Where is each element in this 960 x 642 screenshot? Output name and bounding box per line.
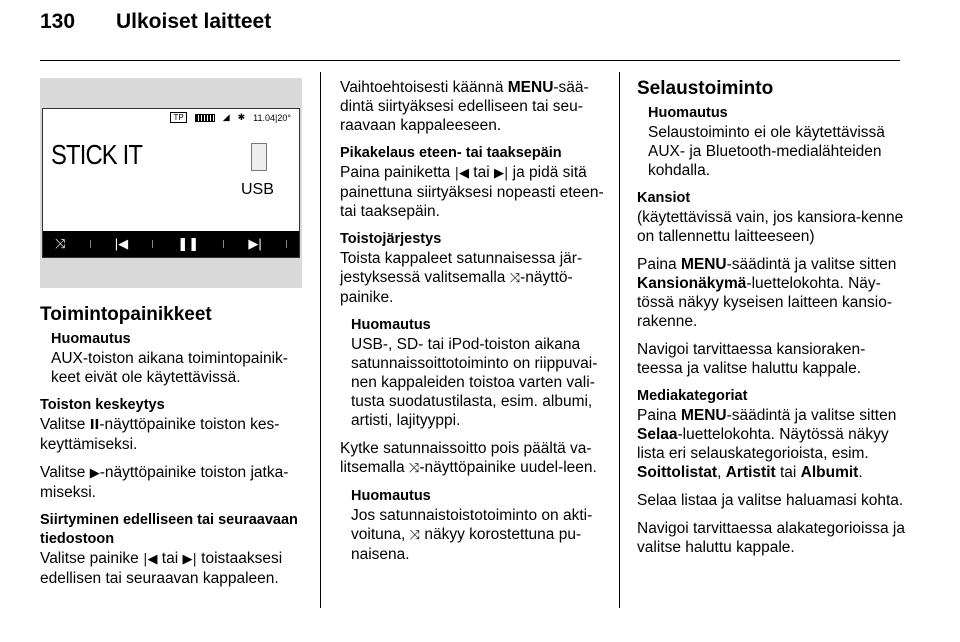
subheading-pause: Toiston keskeytys bbox=[40, 397, 165, 413]
next-icon: ▶| bbox=[493, 166, 509, 181]
shuffle-icon: ⤨ bbox=[509, 271, 521, 286]
note-title: Huomautus bbox=[351, 317, 431, 333]
next-button[interactable]: ▶| bbox=[248, 236, 262, 251]
track-title: STICK IT bbox=[51, 139, 143, 170]
note-title: Huomautus bbox=[51, 331, 131, 347]
shuffle-icon: ⤨ bbox=[408, 461, 420, 476]
pause-icon: II bbox=[89, 418, 100, 433]
previous-icon: |◀ bbox=[454, 166, 469, 181]
paragraph: Vaihtoehtoisesti käännä MENU-sää-dintä siirtyäksesi edelliseen tai seu-raavaan kappaleeseen. bbox=[340, 79, 589, 134]
play-icon: ▶ bbox=[89, 466, 100, 481]
control-bar bbox=[43, 231, 299, 257]
note-body: Selaustoiminto ei ole käytettävissä AUX- ja Bluetooth-medialähteiden kohdalla. bbox=[648, 124, 885, 179]
pause-button[interactable]: ❚❚ bbox=[177, 236, 200, 251]
usb-stick-icon bbox=[251, 143, 267, 171]
subheading-media-categories: Mediakategoriat bbox=[637, 388, 748, 404]
signal-icon: ◢ bbox=[222, 112, 230, 122]
subheading-play-order: Toistojärjestys bbox=[340, 231, 442, 247]
paragraph: Toista kappaleet satunnaisessa jär-jestyksessä valitsemalla ⤨-näyttö-painike. bbox=[340, 250, 583, 306]
paragraph: Kytke satunnaissoitto pois päältä va-litsemalla ⤨-näyttöpainike uudel-leen. bbox=[340, 440, 597, 476]
note-body: Jos satunnaistoistotoiminto on akti-voituna, ⤨ näkyy korostettuna pu-naisena. bbox=[351, 507, 593, 563]
tp-indicator: TP bbox=[170, 112, 186, 123]
note bbox=[648, 104, 905, 180]
paragraph: Selaa listaa ja valitse haluamasi kohta. bbox=[637, 492, 904, 509]
column-1 bbox=[40, 304, 304, 597]
paragraph: Paina MENU-säädintä ja valitse sitten Kansionäkymä-luettelokohta. Näy-tössä näkyy kyseisen laitteen kansio-rakenne. bbox=[637, 256, 897, 330]
header-rule bbox=[40, 60, 900, 61]
battery-icon bbox=[195, 114, 215, 122]
column-divider-2 bbox=[619, 72, 620, 608]
note-title: Huomautus bbox=[351, 488, 431, 504]
note-body: AUX-toiston aikana toimintopainik-keet eivät ole käytettävissä. bbox=[51, 350, 288, 386]
paragraph: Paina painiketta |◀ tai ▶| ja pidä sitä painettuna siirtyäksesi nopeasti eteen- tai taaksepäin. bbox=[340, 164, 604, 220]
paragraph: Paina MENU-säädintä ja valitse sitten Selaa-luettelokohta. Näytössä näkyy lista eri selauskategorioista, esim. Soittolistat, Artistit tai Albumit. bbox=[637, 407, 897, 481]
status-bar bbox=[170, 112, 291, 123]
subheading-fast-forward: Pikakelaus eteen- tai taaksepäin bbox=[340, 145, 562, 161]
source-label: USB bbox=[241, 181, 274, 198]
page-title: Ulkoiset laitteet bbox=[116, 10, 272, 33]
paragraph: Valitse painike |◀ tai ▶| toistaaksesi edellisen tai seuraavan kappaleen. bbox=[40, 550, 283, 587]
note bbox=[351, 487, 604, 564]
note-body: USB-, SD- tai iPod-toiston aikana satunnaissoittotoiminto on riippuvai-nen kappaleiden toistoa varten vali-tusta suodatustilasta, esim. albumi, artisti, lajityyppi. bbox=[351, 336, 598, 429]
paragraph: Valitse II-näyttöpainike toiston kes-keyttämiseksi. bbox=[40, 416, 280, 453]
separator bbox=[152, 240, 153, 248]
subheading-skip: Siirtyminen edelliseen tai seuraavaan tiedostoon bbox=[40, 512, 298, 547]
paragraph: (käytettävissä vain, jos kansiora-kenne on tallennettu laitteeseen) bbox=[637, 209, 904, 245]
next-icon: ▶| bbox=[182, 552, 197, 567]
separator bbox=[286, 240, 287, 248]
shuffle-icon: ⤨ bbox=[409, 528, 421, 543]
display-screen bbox=[42, 108, 300, 258]
page-header bbox=[40, 10, 271, 34]
shuffle-button[interactable]: ⤨ bbox=[55, 236, 66, 251]
clock: 11.04|20° bbox=[253, 112, 291, 123]
previous-button[interactable]: |◀ bbox=[114, 236, 129, 251]
column-3 bbox=[637, 78, 905, 566]
bluetooth-icon: ✱ bbox=[237, 112, 246, 122]
subheading-folders: Kansiot bbox=[637, 190, 691, 206]
previous-icon: |◀ bbox=[143, 552, 158, 567]
note bbox=[351, 316, 604, 430]
separator bbox=[90, 240, 91, 248]
column-divider-1 bbox=[320, 72, 321, 608]
paragraph: Valitse ▶-näyttöpainike toiston jatka-miseksi. bbox=[40, 464, 289, 501]
paragraph: Navigoi tarvittaessa alakategorioissa ja valitse haluttu kappale. bbox=[637, 520, 905, 556]
display-illustration bbox=[40, 78, 302, 288]
note bbox=[51, 330, 304, 387]
separator bbox=[223, 240, 224, 248]
section-heading-browse: Selaustoiminto bbox=[637, 78, 774, 99]
page-number: 130 bbox=[40, 10, 76, 33]
column-2 bbox=[340, 78, 604, 573]
section-heading-function-buttons: Toimintopainikkeet bbox=[40, 304, 212, 325]
paragraph: Navigoi tarvittaessa kansioraken-teessa ja valitse haluttu kappale. bbox=[637, 341, 866, 377]
note-title: Huomautus bbox=[648, 105, 728, 121]
